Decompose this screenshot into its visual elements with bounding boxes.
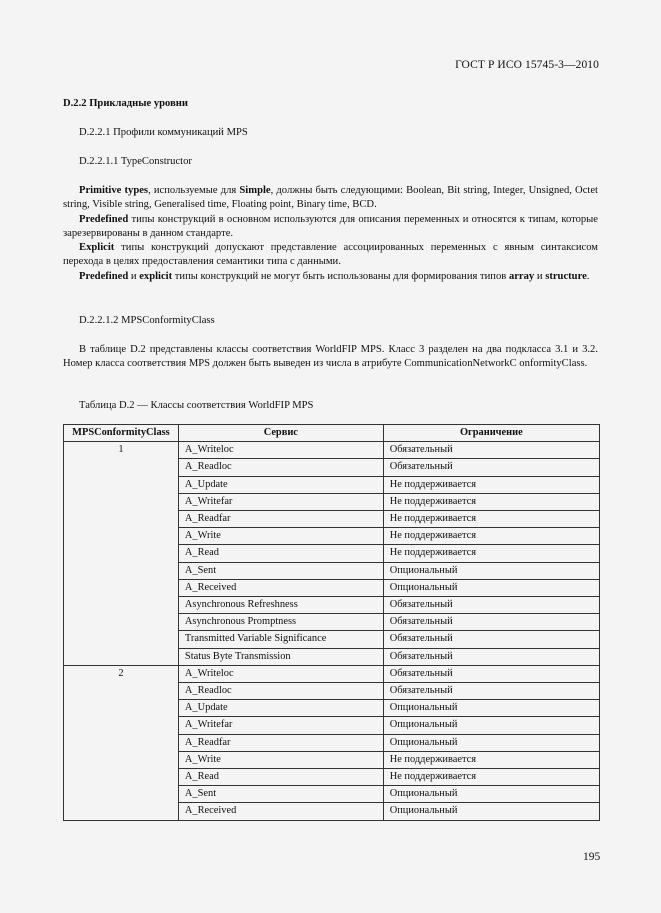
restriction-cell: Опциональный	[383, 717, 599, 734]
class-cell	[64, 511, 179, 528]
service-cell: Transmitted Variable Significance	[178, 631, 383, 648]
restriction-cell: Обязательный	[383, 614, 599, 631]
table-row	[64, 476, 600, 493]
class-cell	[64, 700, 179, 717]
class-cell	[64, 597, 179, 614]
class-cell	[64, 631, 179, 648]
service-cell: A_Writeloc	[178, 442, 383, 459]
service-cell: A_Writefar	[178, 717, 383, 734]
table-row	[64, 665, 600, 682]
page-number: 195	[583, 851, 601, 863]
table-caption: Таблица D.2 — Классы соответствия WorldFIP MPS	[79, 400, 314, 411]
service-cell: Asynchronous Refreshness	[178, 597, 383, 614]
restriction-cell: Опциональный	[383, 700, 599, 717]
class-cell	[64, 614, 179, 631]
class-cell	[64, 562, 179, 579]
paragraph-conformity: В таблице D.2 представлены классы соответствия WorldFIP MPS. Класс 3 разделен на два подкласса 3.1 и 3.2. Номер класса соответствия MPS должен быть выведен из числа в атрибуте CommunicationNetworkC onformityClass.	[63, 344, 598, 370]
table-row	[64, 562, 600, 579]
service-cell: A_Read	[178, 545, 383, 562]
class-cell	[64, 459, 179, 476]
service-cell: A_Sent	[178, 562, 383, 579]
restriction-cell: Не поддерживается	[383, 493, 599, 510]
table-row	[64, 717, 600, 734]
subsubsection-heading: D.2.2.1.1 TypeConstructor	[79, 156, 192, 167]
standard-header: ГОСТ Р ИСО 15745-3—2010	[455, 59, 599, 71]
table-row	[64, 579, 600, 596]
service-cell: Status Byte Transmission	[178, 648, 383, 665]
class-cell	[64, 476, 179, 493]
table-row	[64, 442, 600, 459]
class-cell	[64, 493, 179, 510]
paragraph-explicit: Explicit типы конструкций допускают представление ассоциированных переменных с явным синтаксисом перехода в целях предоставления семантики типа с данными.	[63, 242, 598, 268]
table-row	[64, 700, 600, 717]
restriction-cell: Не поддерживается	[383, 769, 599, 786]
table-row	[64, 528, 600, 545]
class-cell	[64, 683, 179, 700]
table-row	[64, 511, 600, 528]
restriction-cell: Обязательный	[383, 683, 599, 700]
service-cell: A_Read	[178, 769, 383, 786]
service-cell: A_Sent	[178, 786, 383, 803]
table-row	[64, 751, 600, 768]
table-header-row	[64, 425, 600, 442]
restriction-cell: Обязательный	[383, 631, 599, 648]
restriction-cell: Обязательный	[383, 597, 599, 614]
class-cell	[64, 803, 179, 820]
service-cell: A_Writeloc	[178, 665, 383, 682]
class-cell	[64, 734, 179, 751]
table-row	[64, 786, 600, 803]
table-row	[64, 614, 600, 631]
table-row	[64, 493, 600, 510]
restriction-cell: Не поддерживается	[383, 476, 599, 493]
service-cell: A_Readloc	[178, 683, 383, 700]
restriction-cell: Опциональный	[383, 562, 599, 579]
class-cell	[64, 717, 179, 734]
restriction-cell: Обязательный	[383, 459, 599, 476]
paragraph-predefined: Predefined типы конструкций в основном используются для описания переменных и относятся к типам, которые зарезервированы в данном стандарте.	[63, 214, 598, 240]
restriction-cell: Обязательный	[383, 665, 599, 682]
table-row	[64, 459, 600, 476]
table-row	[64, 597, 600, 614]
restriction-cell: Обязательный	[383, 442, 599, 459]
restriction-cell: Опциональный	[383, 734, 599, 751]
table-row	[64, 803, 600, 820]
service-cell: A_Update	[178, 476, 383, 493]
class-cell: 1	[64, 442, 179, 459]
class-cell	[64, 528, 179, 545]
class-cell	[64, 769, 179, 786]
class-cell	[64, 786, 179, 803]
restriction-cell: Обязательный	[383, 648, 599, 665]
table-row	[64, 769, 600, 786]
table-row	[64, 648, 600, 665]
service-cell: A_Received	[178, 803, 383, 820]
service-cell: Asynchronous Promptness	[178, 614, 383, 631]
service-cell: A_Writefar	[178, 493, 383, 510]
restriction-cell: Не поддерживается	[383, 511, 599, 528]
header-service: Сервис	[178, 425, 383, 442]
header-class: MPSConformityClass	[64, 425, 179, 442]
class-cell	[64, 579, 179, 596]
table-row	[64, 545, 600, 562]
service-cell: A_Readfar	[178, 734, 383, 751]
table-row	[64, 683, 600, 700]
subsubsection-heading-2: D.2.2.1.2 MPSConformityClass	[79, 315, 215, 326]
paragraph-restrictions: Predefined и explicit типы конструкций не могут быть использованы для формирования типов array и structure.	[79, 271, 590, 282]
class-cell: 2	[64, 665, 179, 682]
header-restriction: Ограничение	[383, 425, 599, 442]
conformity-table	[63, 424, 600, 821]
paragraph-primitive-types: Primitive types, используемые для Simple, должны быть следующими: Boolean, Bit string, Integer, Unsigned, Octet string, Visible string, Generalised time, Floating point, Binary time, BCD.	[63, 185, 598, 211]
service-cell: A_Readfar	[178, 511, 383, 528]
class-cell	[64, 545, 179, 562]
service-cell: A_Readloc	[178, 459, 383, 476]
section-heading: D.2.2 Прикладные уровни	[63, 98, 189, 109]
service-cell: A_Write	[178, 751, 383, 768]
restriction-cell: Опциональный	[383, 803, 599, 820]
service-cell: A_Update	[178, 700, 383, 717]
table-row	[64, 631, 600, 648]
service-cell: A_Received	[178, 579, 383, 596]
table-row	[64, 734, 600, 751]
subsection-heading: D.2.2.1 Профили коммуникаций MPS	[79, 127, 248, 138]
restriction-cell: Опциональный	[383, 579, 599, 596]
class-cell	[64, 648, 179, 665]
class-cell	[64, 751, 179, 768]
service-cell: A_Write	[178, 528, 383, 545]
restriction-cell: Не поддерживается	[383, 528, 599, 545]
restriction-cell: Не поддерживается	[383, 545, 599, 562]
restriction-cell: Не поддерживается	[383, 751, 599, 768]
restriction-cell: Опциональный	[383, 786, 599, 803]
